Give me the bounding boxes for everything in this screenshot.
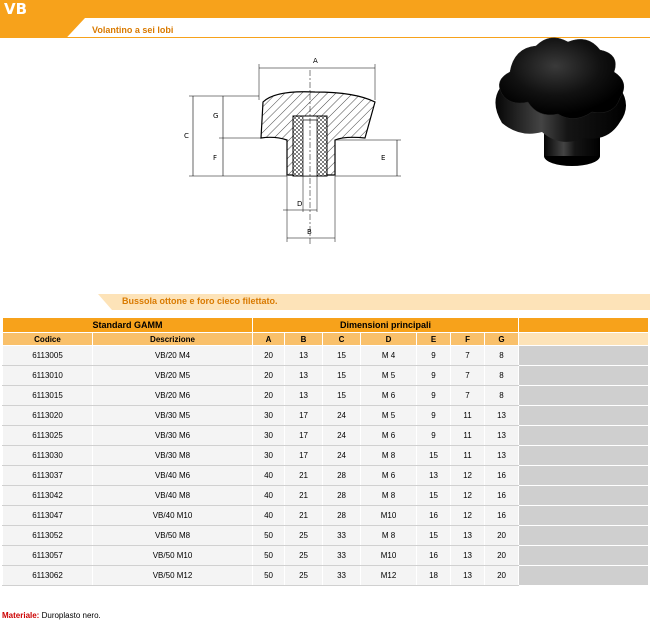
table-cell: 6113005 xyxy=(3,346,93,366)
table-cell: 28 xyxy=(323,506,361,526)
table-cell: M10 xyxy=(361,506,417,526)
dim-label-c: C xyxy=(184,132,189,140)
material-value: Duroplasto nero. xyxy=(41,611,101,620)
table-cell: 21 xyxy=(285,486,323,506)
table-cell: 6113062 xyxy=(3,566,93,586)
table-cell: M 6 xyxy=(361,466,417,486)
col-codice: Codice xyxy=(3,333,93,346)
table-cell: 40 xyxy=(253,506,285,526)
table-cell: 16 xyxy=(417,546,451,566)
spec-table xyxy=(2,317,649,586)
table-cell: 9 xyxy=(417,346,451,366)
table-row xyxy=(3,486,649,506)
table-cell: M12 xyxy=(361,566,417,586)
table-cell: 16 xyxy=(485,506,519,526)
table-cell: VB/30 M5 xyxy=(93,406,253,426)
col-f: F xyxy=(451,333,485,346)
table-cell: 30 xyxy=(253,426,285,446)
table-cell: 13 xyxy=(417,466,451,486)
table-cell: 9 xyxy=(417,366,451,386)
dim-label-b: B xyxy=(307,228,312,236)
table-row xyxy=(3,526,649,546)
table-cell: 50 xyxy=(253,526,285,546)
table-row xyxy=(3,546,649,566)
table-cell: 13 xyxy=(485,446,519,466)
col-d: D xyxy=(361,333,417,346)
table-cell: 12 xyxy=(451,466,485,486)
table-cell: 50 xyxy=(253,546,285,566)
table-cell: VB/20 M6 xyxy=(93,386,253,406)
header-standard: Standard GAMM xyxy=(3,318,253,333)
table-cell: M 6 xyxy=(361,426,417,446)
page-title: VB xyxy=(4,0,28,18)
table-cell: VB/50 M12 xyxy=(93,566,253,586)
table-cell: 20 xyxy=(253,386,285,406)
table-cell: 16 xyxy=(485,486,519,506)
product-photo xyxy=(480,28,640,178)
table-row xyxy=(3,346,649,366)
table-cell: 15 xyxy=(323,346,361,366)
table-cell: 15 xyxy=(323,386,361,406)
table-cell: 7 xyxy=(451,386,485,406)
table-cell: VB/40 M10 xyxy=(93,506,253,526)
table-cell-blank xyxy=(519,466,649,486)
table-cell: M 6 xyxy=(361,386,417,406)
table-cell: 8 xyxy=(485,386,519,406)
table-cell: 11 xyxy=(451,426,485,446)
table-cell: 13 xyxy=(485,406,519,426)
table-cell: 7 xyxy=(451,346,485,366)
table-cell: M 5 xyxy=(361,366,417,386)
table-cell: 15 xyxy=(323,366,361,386)
table-cell: 9 xyxy=(417,386,451,406)
table-cell: M 8 xyxy=(361,486,417,506)
table-row xyxy=(3,366,649,386)
table-cell: M10 xyxy=(361,546,417,566)
table-cell-blank xyxy=(519,406,649,426)
dim-label-d: D xyxy=(297,200,303,208)
table-cell: 11 xyxy=(451,446,485,466)
table-cell: 16 xyxy=(417,506,451,526)
table-cell: 20 xyxy=(485,526,519,546)
table-cell: VB/30 M8 xyxy=(93,446,253,466)
table-cell: 28 xyxy=(323,466,361,486)
table-cell: 13 xyxy=(451,526,485,546)
table-cell: 6113030 xyxy=(3,446,93,466)
table-cell: 13 xyxy=(451,546,485,566)
table-cell: 11 xyxy=(451,406,485,426)
table-cell-blank xyxy=(519,506,649,526)
table-cell-blank xyxy=(519,366,649,386)
table-cell: 6113042 xyxy=(3,486,93,506)
col-e: E xyxy=(417,333,451,346)
table-cell: 33 xyxy=(323,546,361,566)
table-cell: 50 xyxy=(253,566,285,586)
table-row xyxy=(3,426,649,446)
table-cell: 9 xyxy=(417,426,451,446)
col-blank xyxy=(519,333,649,346)
table-cell: VB/40 M6 xyxy=(93,466,253,486)
table-cell: 21 xyxy=(285,466,323,486)
table-row xyxy=(3,386,649,406)
table-cell: 13 xyxy=(451,566,485,586)
table-cell: 6113025 xyxy=(3,426,93,446)
table-cell: 13 xyxy=(285,346,323,366)
table-cell: M 8 xyxy=(361,526,417,546)
table-row xyxy=(3,406,649,426)
table-cell: 12 xyxy=(451,506,485,526)
table-cell: 15 xyxy=(417,486,451,506)
table-cell: 40 xyxy=(253,486,285,506)
table-cell: 15 xyxy=(417,446,451,466)
table-cell: M 4 xyxy=(361,346,417,366)
table-row xyxy=(3,566,649,586)
table-cell: 13 xyxy=(285,366,323,386)
table-cell: 17 xyxy=(285,446,323,466)
table-cell: 33 xyxy=(323,526,361,546)
table-cell: 13 xyxy=(485,426,519,446)
table-cell: 8 xyxy=(485,366,519,386)
table-cell: 6113015 xyxy=(3,386,93,406)
table-cell: 28 xyxy=(323,486,361,506)
table-cell-blank xyxy=(519,346,649,366)
table-cell-blank xyxy=(519,446,649,466)
header-bar xyxy=(0,0,650,18)
table-cell: 30 xyxy=(253,406,285,426)
table-cell: 9 xyxy=(417,406,451,426)
table-cell: VB/20 M5 xyxy=(93,366,253,386)
header-blank xyxy=(519,318,649,333)
table-cell: 33 xyxy=(323,566,361,586)
table-cell: 20 xyxy=(253,346,285,366)
table-cell: 6113020 xyxy=(3,406,93,426)
table-cell: 20 xyxy=(485,566,519,586)
table-cell-blank xyxy=(519,546,649,566)
table-cell: 6113010 xyxy=(3,366,93,386)
table-cell: 15 xyxy=(417,526,451,546)
table-cell-blank xyxy=(519,566,649,586)
table-row xyxy=(3,506,649,526)
dim-label-f: F xyxy=(213,154,218,162)
col-g: G xyxy=(485,333,519,346)
technical-drawing xyxy=(175,50,425,250)
header-tab xyxy=(0,18,85,38)
section-title: Bussola ottone e foro cieco filettato. xyxy=(122,296,278,306)
table-cell: 25 xyxy=(285,566,323,586)
table-cell: 7 xyxy=(451,366,485,386)
table-cell: 16 xyxy=(485,466,519,486)
col-a: A xyxy=(253,333,285,346)
table-cell: 6113037 xyxy=(3,466,93,486)
table-cell: 24 xyxy=(323,406,361,426)
table-cell-blank xyxy=(519,526,649,546)
table-cell: VB/50 M8 xyxy=(93,526,253,546)
table-cell: 21 xyxy=(285,506,323,526)
table-row xyxy=(3,466,649,486)
table-cell: M 5 xyxy=(361,406,417,426)
page-subtitle: Volantino a sei lobi xyxy=(92,25,174,35)
col-b: B xyxy=(285,333,323,346)
header-dimensions: Dimensioni principali xyxy=(253,318,519,333)
table-cell: 8 xyxy=(485,346,519,366)
table-cell: 24 xyxy=(323,426,361,446)
table-cell: 25 xyxy=(285,526,323,546)
table-cell: M 8 xyxy=(361,446,417,466)
table-cell: 20 xyxy=(253,366,285,386)
table-cell: 6113047 xyxy=(3,506,93,526)
material-label: Materiale: xyxy=(2,611,40,620)
dim-label-e: E xyxy=(381,154,386,162)
table-cell: 6113052 xyxy=(3,526,93,546)
table-cell: 12 xyxy=(451,486,485,506)
table-cell: 17 xyxy=(285,406,323,426)
table-cell: VB/50 M10 xyxy=(93,546,253,566)
col-descrizione: Descrizione xyxy=(93,333,253,346)
col-c: C xyxy=(323,333,361,346)
dim-label-g: G xyxy=(213,112,219,120)
table-cell: 24 xyxy=(323,446,361,466)
table-cell-blank xyxy=(519,426,649,446)
table-cell-blank xyxy=(519,486,649,506)
table-cell: 20 xyxy=(485,546,519,566)
table-cell: VB/40 M8 xyxy=(93,486,253,506)
table-cell: 13 xyxy=(285,386,323,406)
table-cell: 40 xyxy=(253,466,285,486)
table-cell: 25 xyxy=(285,546,323,566)
table-cell: 17 xyxy=(285,426,323,446)
table-cell: 18 xyxy=(417,566,451,586)
table-cell: VB/20 M4 xyxy=(93,346,253,366)
table-cell: VB/30 M6 xyxy=(93,426,253,446)
table-cell: 6113057 xyxy=(3,546,93,566)
table-cell-blank xyxy=(519,386,649,406)
table-row xyxy=(3,446,649,466)
table-cell: 30 xyxy=(253,446,285,466)
dim-label-a: A xyxy=(313,57,318,65)
material-note xyxy=(2,611,101,620)
